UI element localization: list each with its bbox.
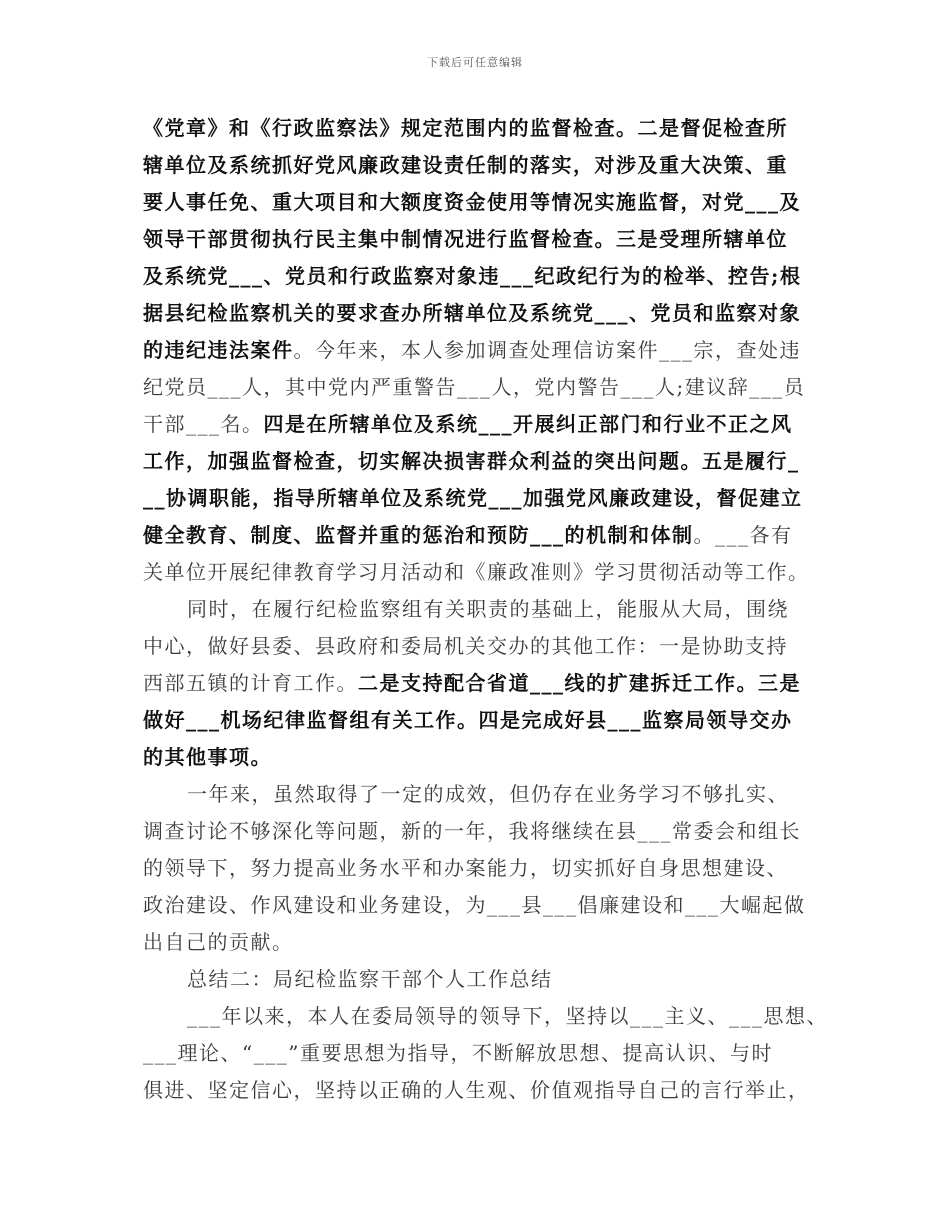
text-line [143, 924, 823, 961]
text-line [143, 998, 828, 1035]
text-line [143, 295, 823, 332]
bold-text-segment: 据县纪检监察机关的要求查办所辖单位及系统党___、党员和监察对象 [143, 301, 801, 325]
text-segment: 政治建设、作风建设和业务建设，为___县___倡廉建设和___大崛起做 [143, 893, 806, 917]
text-line [143, 739, 823, 776]
text-line [143, 221, 823, 258]
text-segment: 的领导下，努力提高业务水平和办案能力，切实抓好自身思想建设、 [143, 856, 788, 880]
text-line [143, 776, 823, 813]
text-segment: 俱进、坚定信心，坚持以正确的人生观、价值观指导自己的言行举止， [143, 1078, 810, 1102]
text-line [143, 850, 823, 887]
bold-text-segment: 健全教育、制度、监督并重的惩治和预防___的机制和体制 [143, 523, 694, 547]
text-line [143, 628, 823, 665]
text-segment: 出自己的贡献。 [143, 930, 294, 954]
text-segment: 总结二：局纪检监察干部个人工作总结 [187, 967, 553, 991]
text-line [143, 443, 823, 480]
text-line [143, 369, 823, 406]
text-line [143, 258, 823, 295]
text-line [143, 665, 823, 702]
text-line [143, 813, 823, 850]
text-segment: 西部五镇的计育工作。 [143, 671, 358, 695]
bold-text-segment: 《党章》和《行政监察法》规定范围内的监督检查。二是督促检查所 [143, 116, 788, 140]
text-line [143, 1072, 823, 1109]
text-line [143, 406, 823, 443]
text-line [143, 480, 823, 517]
text-segment: 同时，在履行纪检监察组有关职责的基础上，能服从大局，围绕 [187, 597, 789, 621]
bold-text-segment: 领导干部贯彻执行民主集中制情况进行监督检查。三是受理所辖单位 [143, 227, 788, 251]
bold-text-segment: 要人事任免、重大项目和大额度资金使用等情况实施监督，对党___及 [143, 190, 801, 214]
text-segment: 关单位开展纪律教育学习月活动和《廉政准则》学习贯彻活动等工作。 [143, 560, 810, 584]
page-header: 下载后可任意编辑 [427, 56, 523, 69]
text-segment: 调查讨论不够深化等问题，新的一年，我将继续在县___常委会和组长 [143, 819, 801, 843]
text-segment: 纪党员___人，其中党内严重警告___人，党内警告___人;建议辞___员 [143, 375, 806, 399]
bold-text-segment: 工作，加强监督检查，切实解决损害群众利益的突出问题。五是履行_ [143, 449, 800, 473]
text-segment: 一年来，虽然取得了一定的成效，但仍存在业务学习不够扎实、 [187, 782, 789, 806]
bold-text-segment: __协调职能，指导所辖单位及系统党___加强党风廉政建设，督促建立 [143, 486, 803, 510]
bold-text-segment: 及系统党___、党员和行政监察对象违___纪政纪行为的检举、控告;根 [143, 264, 802, 288]
bold-text-segment: 做好___机场纪律监督组有关工作。四是完成好县___监察局领导交办 [143, 708, 793, 732]
text-line [143, 887, 823, 924]
text-line [143, 554, 823, 591]
document-body [143, 110, 828, 1109]
text-line [143, 702, 823, 739]
bold-text-segment: 的其他事项。 [143, 745, 272, 769]
text-line [143, 110, 823, 147]
text-line [143, 517, 823, 554]
text-line [143, 184, 823, 221]
text-line [143, 147, 823, 184]
bold-text-segment: 四是在所辖单位及系统___开展纠正部门和行业不正之风 [263, 412, 793, 436]
text-segment: ___年以来，本人在委局领导的领导下，坚持以___主义、___思想、 [187, 1004, 828, 1028]
text-line [143, 332, 823, 369]
text-segment: 干部___名。 [143, 412, 264, 436]
text-line [143, 1035, 823, 1072]
text-segment: 。___各有 [693, 523, 793, 547]
text-line [143, 961, 823, 998]
bold-text-segment: 二是支持配合省道___线的扩建拆迁工作。三是 [358, 671, 801, 695]
text-line [143, 591, 823, 628]
text-segment: 中心，做好县委、县政府和委局机关交办的其他工作：一是协助支持 [143, 634, 788, 658]
text-segment: ___理论、“___”重要思想为指导，不断解放思想、提高认识、与时 [143, 1041, 773, 1065]
text-segment: 。今年来，本人参加调查处理信访案件___宗，查处违 [293, 338, 801, 362]
bold-text-segment: 辖单位及系统抓好党风廉政建设责任制的落实，对涉及重大决策、重 [143, 153, 788, 177]
bold-text-segment: 的违纪违法案件 [143, 338, 294, 362]
